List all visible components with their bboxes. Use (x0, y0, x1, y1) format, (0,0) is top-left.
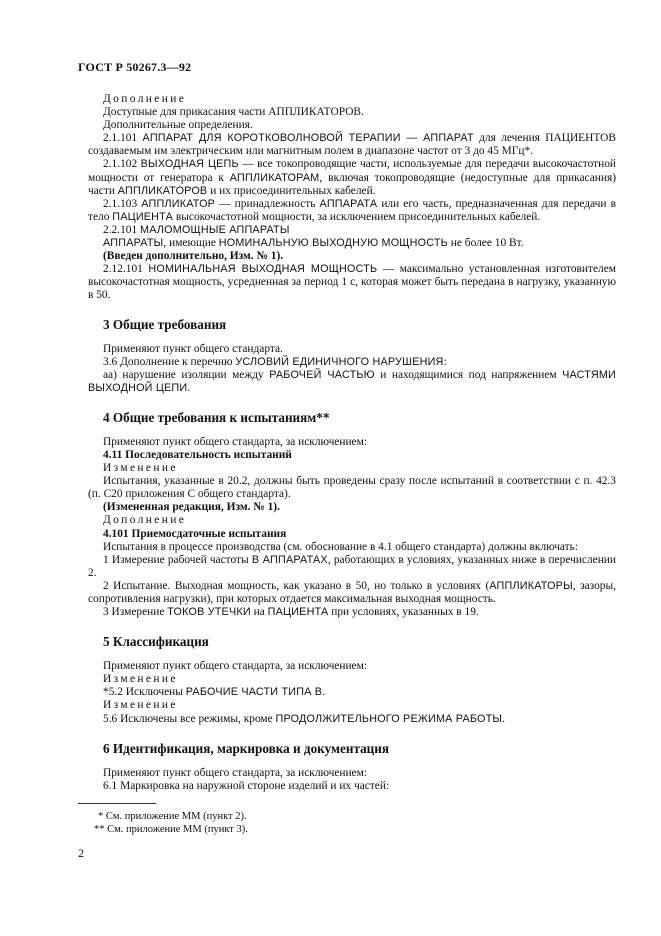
clause-number: 2.1.101 (103, 132, 143, 145)
clause-text: , работающих в условиях, указанных ниже в перечислении 2. (88, 553, 616, 579)
intro-paragraph: Дополнительные определения. (103, 119, 253, 132)
defined-term: АППЛИКАТОРАМ (229, 171, 320, 184)
section-paragraph: Применяют пункт общего стандарта, за исключением: (103, 435, 367, 448)
change-label: Изменение (103, 673, 178, 686)
clause-text: 3.6 Дополнение к перечню (103, 355, 236, 368)
clause-text: . (322, 686, 326, 699)
defined-term: РАБОЧИЕ ЧАСТИ ТИПА В (185, 686, 323, 699)
definition-text: для лечения ПАЦИЕНТОВ создаваемым им электрическим или магнитным полем в диапазоне частот от 3 до 45 МГц*. (88, 132, 616, 158)
clause-text: 2 Испытание. Выходная мощность, как указано в 50, но только в условиях ( (103, 579, 490, 592)
footnote-1: * См. приложение ММ (пункт 2). (98, 811, 247, 822)
definition-text: — максимально установленная изготовителем высокочастотная мощность, усредненная за период 1 с, которая может быть передана в нагрузку, указанную в 50. (88, 263, 616, 302)
defined-term: АППАРАТЫ (103, 237, 164, 250)
defined-term: РАБОЧЕЙ ЧАСТЬЮ (269, 368, 375, 381)
intro-paragraph: Доступные для прикасания части АППЛИКАТОРОВ. (103, 106, 364, 119)
clause-number: 2.12.101 (103, 263, 149, 276)
document-body (88, 93, 616, 793)
clause-4-101-title: 4.101 Приемосдаточные испытания (103, 527, 287, 540)
addition-label: Дополнение (103, 93, 187, 105)
list-item (88, 554, 616, 580)
definition-2-1-102 (88, 158, 616, 197)
section-paragraph: Применяют пункт общего стандарта. (103, 342, 283, 355)
clause-text: : (443, 355, 447, 368)
definition-text: и их присоединительных кабелей. (207, 184, 376, 197)
clause-5-6 (88, 713, 616, 726)
clause-text: 1 Измерение рабочей частоты (103, 553, 252, 566)
definition-2-12-101 (88, 263, 616, 302)
defined-term: ПАЦИЕНТА (112, 210, 174, 223)
definition-text: или его часть, предназначенная для передачи в тело (88, 197, 616, 223)
clause-text: . (187, 381, 191, 394)
footnote-divider (78, 803, 156, 804)
definition-text: не более 10 Вт. (447, 237, 524, 250)
definition-text: , включая токопроводящие (недоступные для прикасания) части (88, 171, 616, 197)
definition-2-2-101 (88, 224, 616, 237)
definition-text: — все токопроводящие части, используемые для передачи высокочастотной мощности от генератора к (88, 158, 616, 184)
defined-term: ВЫХОДНАЯ ЦЕПЬ (140, 158, 239, 171)
clause-number: 2.1.103 (103, 197, 142, 210)
definition-2-1-101 (88, 132, 616, 158)
addition-label: Дополнение (103, 514, 187, 527)
defined-term: ПРОДОЛЖИТЕЛЬНОГО РЕЖИМА РАБОТЫ (275, 712, 503, 725)
defined-term: НОМИНАЛЬНАЯ ВЫХОДНАЯ МОЩНОСТЬ (148, 263, 378, 276)
section-paragraph: Применяют пункт общего стандарта, за исключением: (103, 766, 367, 779)
clause-text: и находящимися под напряжением (374, 368, 563, 381)
defined-term: АППЛИКАТОРОВ (117, 184, 208, 197)
amendment-note: (Измененная редакция, Изм. № 1). (103, 501, 280, 514)
amendment-note: (Введен дополнительно, Изм. № 1). (103, 250, 284, 263)
footnote-2: ** См. приложение ММ (пункт 3). (94, 824, 248, 835)
clause-text: 5.6 Исключены все режимы, кроме (103, 712, 276, 725)
clause-3-6 (88, 356, 616, 369)
section-paragraph: Применяют пункт общего стандарта, за исключением: (103, 660, 367, 673)
clause-3-6-aa (88, 369, 616, 395)
change-label: Изменение (103, 699, 178, 712)
definition-text: , имеющие (163, 237, 219, 250)
list-item (88, 606, 616, 619)
defined-term: АППЛИКАТОРЫ (489, 579, 573, 592)
clause-4-11-title: 4.11 Последовательность испытаний (103, 448, 292, 461)
section-6-heading: 6 Идентификация, маркировка и документация (103, 740, 390, 756)
document-header: ГОСТ Р 50267.3—92 (78, 60, 192, 74)
defined-term: АППАРАТ ДЛЯ КОРОТКОВОЛНОВОЙ ТЕРАПИИ — АППАРАТ (142, 132, 474, 145)
clause-6-1: 6.1 Маркировка на наружной стороне изделий и их частей: (103, 779, 390, 792)
definition-text (88, 237, 616, 250)
defined-term: ЧАСТЯМИ ВЫХОДНОЙ ЦЕПИ (88, 368, 617, 394)
defined-term: ПАЦИЕНТА (267, 606, 329, 619)
section-5-heading: 5 Классификация (103, 634, 209, 650)
clause-text: при условиях, указанных в 19. (328, 606, 479, 619)
definition-2-1-103 (88, 198, 616, 224)
list-item (88, 580, 616, 606)
clause-5-2 (88, 686, 616, 699)
clause-text: , зазоры, сопротивления нагрузки), при которых отдается максимальная выходная мощность. (88, 579, 616, 605)
defined-term: ТОКОВ УТЕЧКИ (167, 606, 251, 619)
defined-term: УСЛОВИЙ ЕДИНИЧНОГО НАРУШЕНИЯ (235, 355, 444, 368)
defined-term: МАЛОМОЩНЫЕ АППАРАТЫ (140, 223, 290, 236)
page-number: 2 (78, 846, 84, 860)
defined-term: В АППАРАТАХ (251, 553, 328, 566)
clause-text: *5.2 Исключены (103, 686, 186, 699)
section-4-heading: 4 Общие требования к испытаниям** (103, 409, 330, 425)
defined-term: НОМИНАЛЬНУЮ ВЫХОДНУЮ МОЩНОСТЬ (218, 237, 448, 250)
clause-text: аа) нарушение изоляции между (103, 368, 270, 381)
defined-term: АППЛИКАТОР (141, 197, 216, 210)
definition-text: высокочастотной мощности, за исключением присоединительных кабелей. (173, 210, 541, 223)
clause-number: 2.2.101 (103, 223, 141, 236)
section-paragraph: Испытания в процессе производства (см. обоснование в 4.1 общего стандарта) должны включать: (103, 540, 579, 553)
defined-term: АППАРАТА (319, 197, 378, 210)
clause-text: 3 Измерение (103, 606, 168, 619)
section-paragraph: Испытания, указанные в 20.2, должны быть проведены сразу после испытаний в соответствии с п. 42.3 (п. С20 приложения С общего стандарта). (88, 475, 616, 501)
definition-text: — принадлежность (215, 197, 320, 210)
change-label: Изменение (103, 462, 178, 475)
section-3-heading: 3 Общие требования (103, 316, 227, 332)
clause-number: 2.1.102 (103, 158, 141, 171)
clause-text: . (502, 712, 506, 725)
clause-text: на (250, 606, 268, 619)
